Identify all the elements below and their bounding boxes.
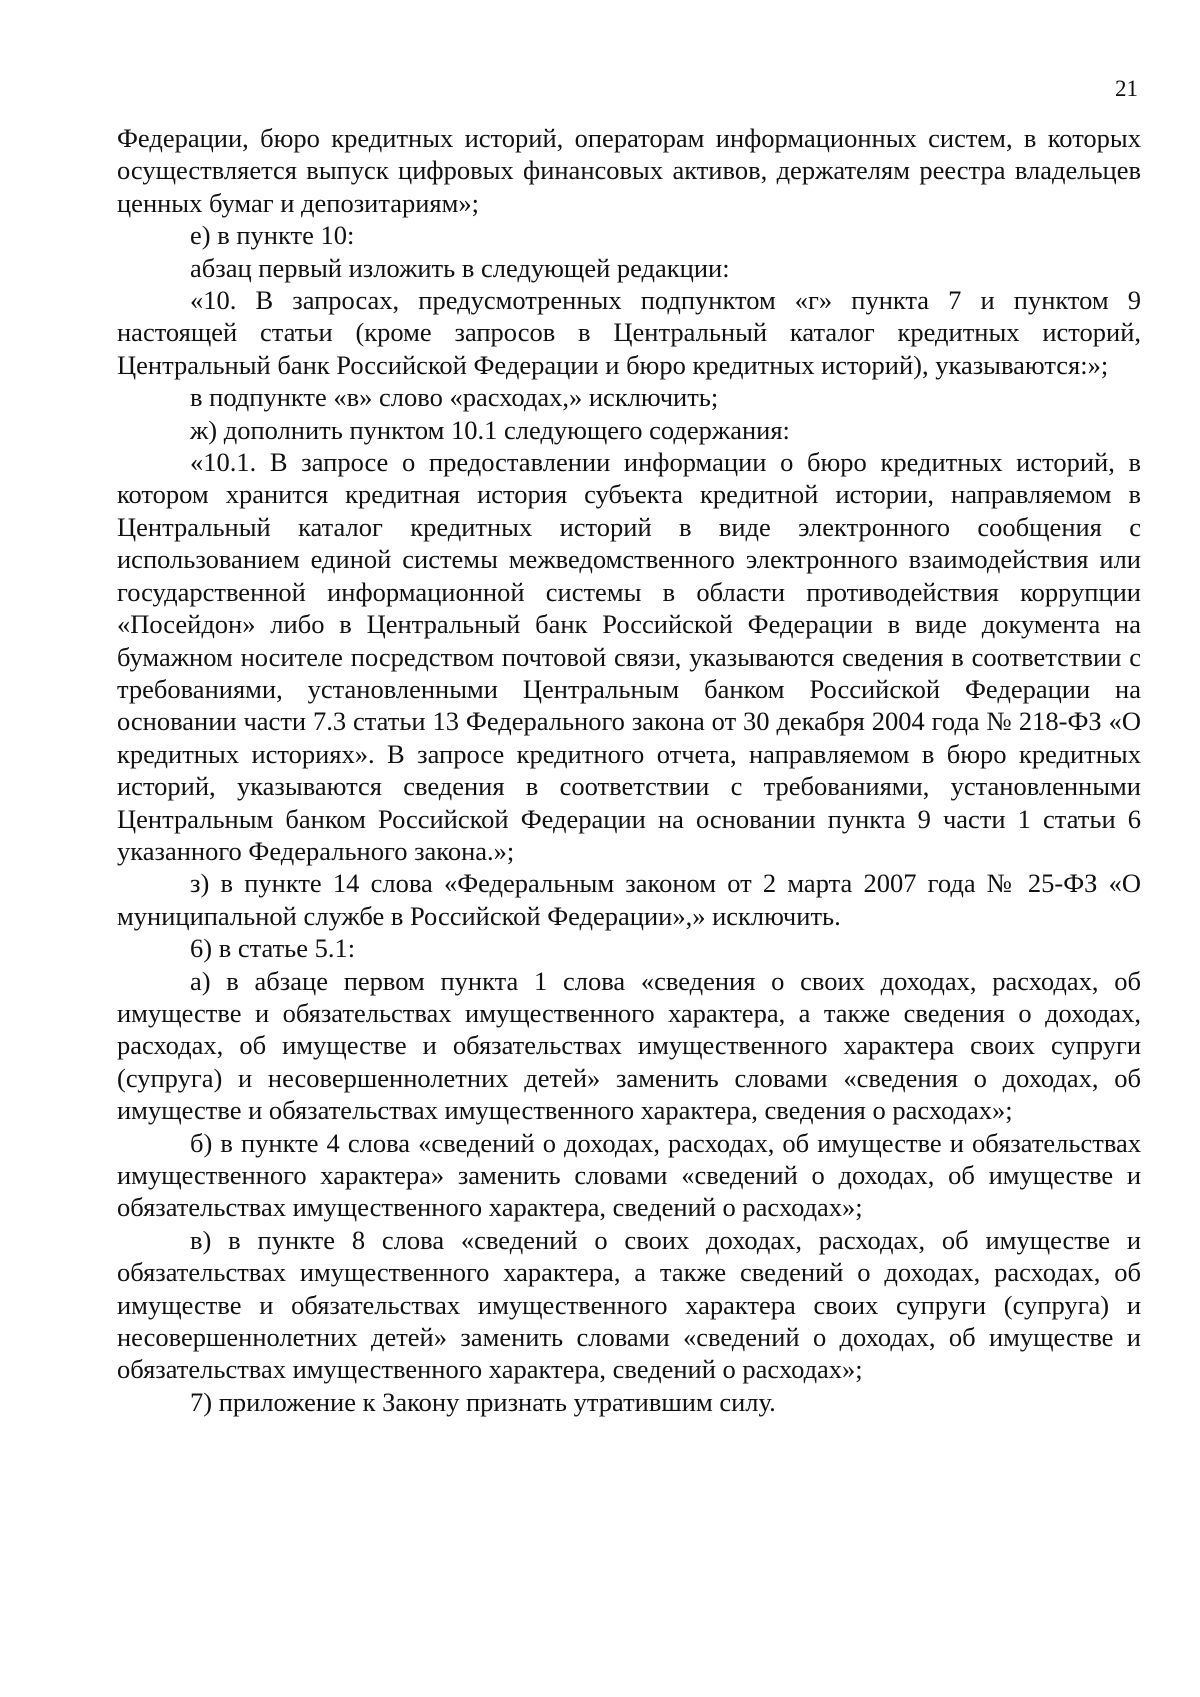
- paragraph: е) в пункте 10:: [190, 220, 355, 251]
- paragraph: абзац первый изложить в следующей редакции:: [190, 252, 730, 283]
- paragraph: 7) приложение к Закону признать утратившим силу.: [190, 1386, 776, 1417]
- document-body: [117, 122, 1141, 1418]
- paragraph: б) в пункте 4 слова «сведений о доходах, расходах, об имуществе и обязательствах имущественного характера» заменить словами «сведений о доходах, об имуществе и обязательствах имущественного характера, сведений о расходах»;: [117, 1127, 1141, 1223]
- paragraph: а) в абзаце первом пункта 1 слова «сведения о своих доходах, расходах, об имуществе и обязательствах имущественного характера, а также сведения о доходах, расходах, об имуществе и обязательствах имущественного характера своих супруги (супруга) и несовершеннолетних детей» заменить словами «сведения о доходах, об имуществе и обязательствах имущественного характера, сведения о расходах»;: [117, 965, 1141, 1126]
- paragraph: «10. В запросах, предусмотренных подпунктом «г» пункта 7 и пунктом 9 настоящей статьи (кроме запросов в Центральный каталог кредитных историй, Центральный банк Российской Федерации и бюро кредитных историй), указываются:»;: [117, 285, 1141, 380]
- page-number: 21: [1115, 76, 1138, 101]
- paragraph: ж) дополнить пунктом 10.1 следующего содержания:: [190, 414, 790, 445]
- paragraph: «10.1. В запросе о предоставлении информации о бюро кредитных историй, в котором хранится кредитная история субъекта кредитной истории, направляемом в Центральный каталог кредитных историй в виде электронного сообщения с использованием единой системы межведомственного электронного взаимодействия или государственной информационной системы в области противодействия коррупции «Посейдон» либо в Центральный банк Российской Федерации в виде документа на бумажном носителе посредством почтовой связи, указываются сведения в соответствии с требованиями, установленными Центральным банком Российской Федерации на основании части 7.3 статьи 13 Федерального закона от 30 декабря 2004 года № 218-ФЗ «О кредитных историях». В запросе кредитного отчета, направляемом в бюро кредитных историй, указываются сведения в соответствии с требованиями, установленными Центральным банком Российской Федерации на основании пункта 9 части 1 статьи 6 указанного Федерального закона.»;: [117, 447, 1141, 866]
- paragraph: в) в пункте 8 слова «сведений о своих доходах, расходах, об имуществе и обязательствах имущественного характера, а также сведений о доходах, расходах, об имуществе и обязательствах имущественного характера своих супруги (супруга) и несовершеннолетних детей» заменить словами «сведений о доходах, об имуществе и обязательствах имущественного характера, сведений о расходах»;: [117, 1224, 1141, 1385]
- paragraph: з) в пункте 14 слова «Федеральным законом от 2 марта 2007 года № 25-ФЗ «О муниципальной службе в Российской Федерации»,» исключить.: [117, 868, 1141, 931]
- paragraph: в подпункте «в» слово «расходах,» исключить;: [190, 382, 719, 413]
- paragraph: Федерации, бюро кредитных историй, операторам информационных систем, в которых осуществляется выпуск цифровых финансовых активов, держателям реестра владельцев ценных бумаг и депозитариям»;: [117, 123, 1141, 218]
- paragraph: 6) в статье 5.1:: [190, 933, 356, 964]
